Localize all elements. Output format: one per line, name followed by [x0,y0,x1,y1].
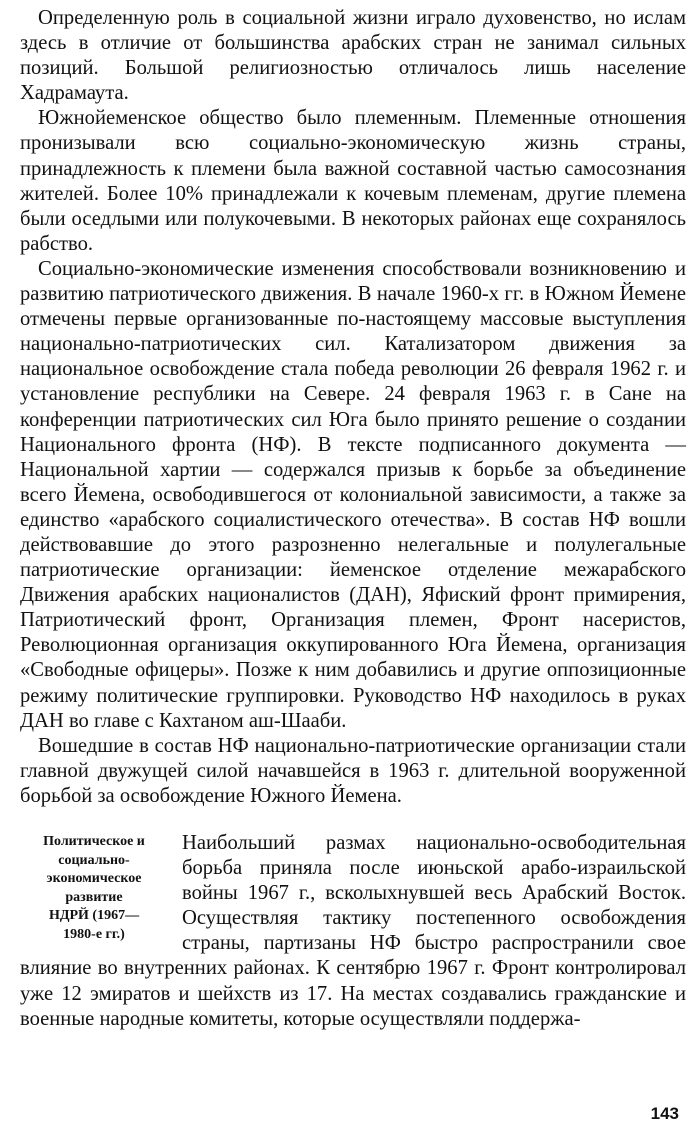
side-heading-line: развитие [65,889,123,905]
section-side-heading [20,833,168,944]
book-page [20,6,686,1032]
paragraph-clergy: Определенную роль в социальной жизни играло духовенство, но ислам здесь в отличие от большинства арабских стран не занимал сильных позиций. Большой религиозностью отличалось лишь население Хадрамаута. [20,7,686,105]
side-heading-line: экономическое [46,871,142,886]
paragraph-armed-struggle: Вошедшие в состав НФ национально-патриотические организации стали главной двужущей силой начавшейся в 1963 г. длительной вооруженной борьбой за освобождение Южного Йемена. [20,734,686,807]
section-political-development [20,831,686,1032]
paragraph-tribal-society: Южнойеменское общество было племенным. Племенные отношения пронизывали всю социально-экономическую жизнь страны, принадлежность к племени была важной составной частью самосознания жителей. Более 10% принадлежали к кочевым племенам, другие племена были оседлыми или полукочевыми. В некоторых районах еще сохранялось рабство. [20,107,686,255]
side-heading-line: Политическое и [43,834,145,849]
side-heading-line: 1980-е гг.) [63,926,125,942]
side-heading-line: НДРЙ (1967— [48,908,140,923]
paragraph-patriotic-movement: Социально-экономические изменения способствовали возникновению и развитию патриотического движения. В начале 1960-х гг. в Южном Йемене отмечены первые организованные по-настоящему массовые выступления национально-патриотических сил. Катализатором движения за национальное освобождение стала победа революции 26 февраля 1962 г. и установление республики на Севере. 24 февраля 1963 г. в Сане на конференции патриотических сил Юга было принято решение о создании Национального фронта (НФ). В тексте подписанного документа — Национальной хартии — содержался призыв к борьбе за объединение всего Йемена, освободившегося от колониальной зависимости, а также за единство «арабского социалистического отечества». В состав НФ вошли действовавшие до этого разрозненно нелегальные и полулегальные патриотические организации: йеменское отделение межарабского Движения арабских националистов (ДАН), Яфиский фронт примирения, Патриотический фронт, Организация племен, Фронт насеристов, Революционная организация оккупированного Юга Йемена, организация «Свободные офицеры». Позже к ним добавились и другие оппозиционные режиму политические группировки. Руководство НФ находилось в руках ДАН во главе с Кахтаном аш-Шааби. [20,257,686,732]
page-number: 143 [650,1104,679,1123]
side-heading-line: социально- [58,852,130,868]
paragraph-liberation-struggle: Наибольший размах национально-освободительная борьба приняла после июньской арабо-израильской войны 1967 г., всколыхнувшей весь Арабский Восток. Осуществляя тактику постепенного освобождения страны, партизаны НФ быстро распространили свое влияние во внутренних районах. К сентябрю 1967 г. Фронт контролировал уже 12 эмиратов и шейхств из 17. На местах создавались гражданские и военные народные комитеты, которые осуществляли поддержа- [20,832,686,1030]
